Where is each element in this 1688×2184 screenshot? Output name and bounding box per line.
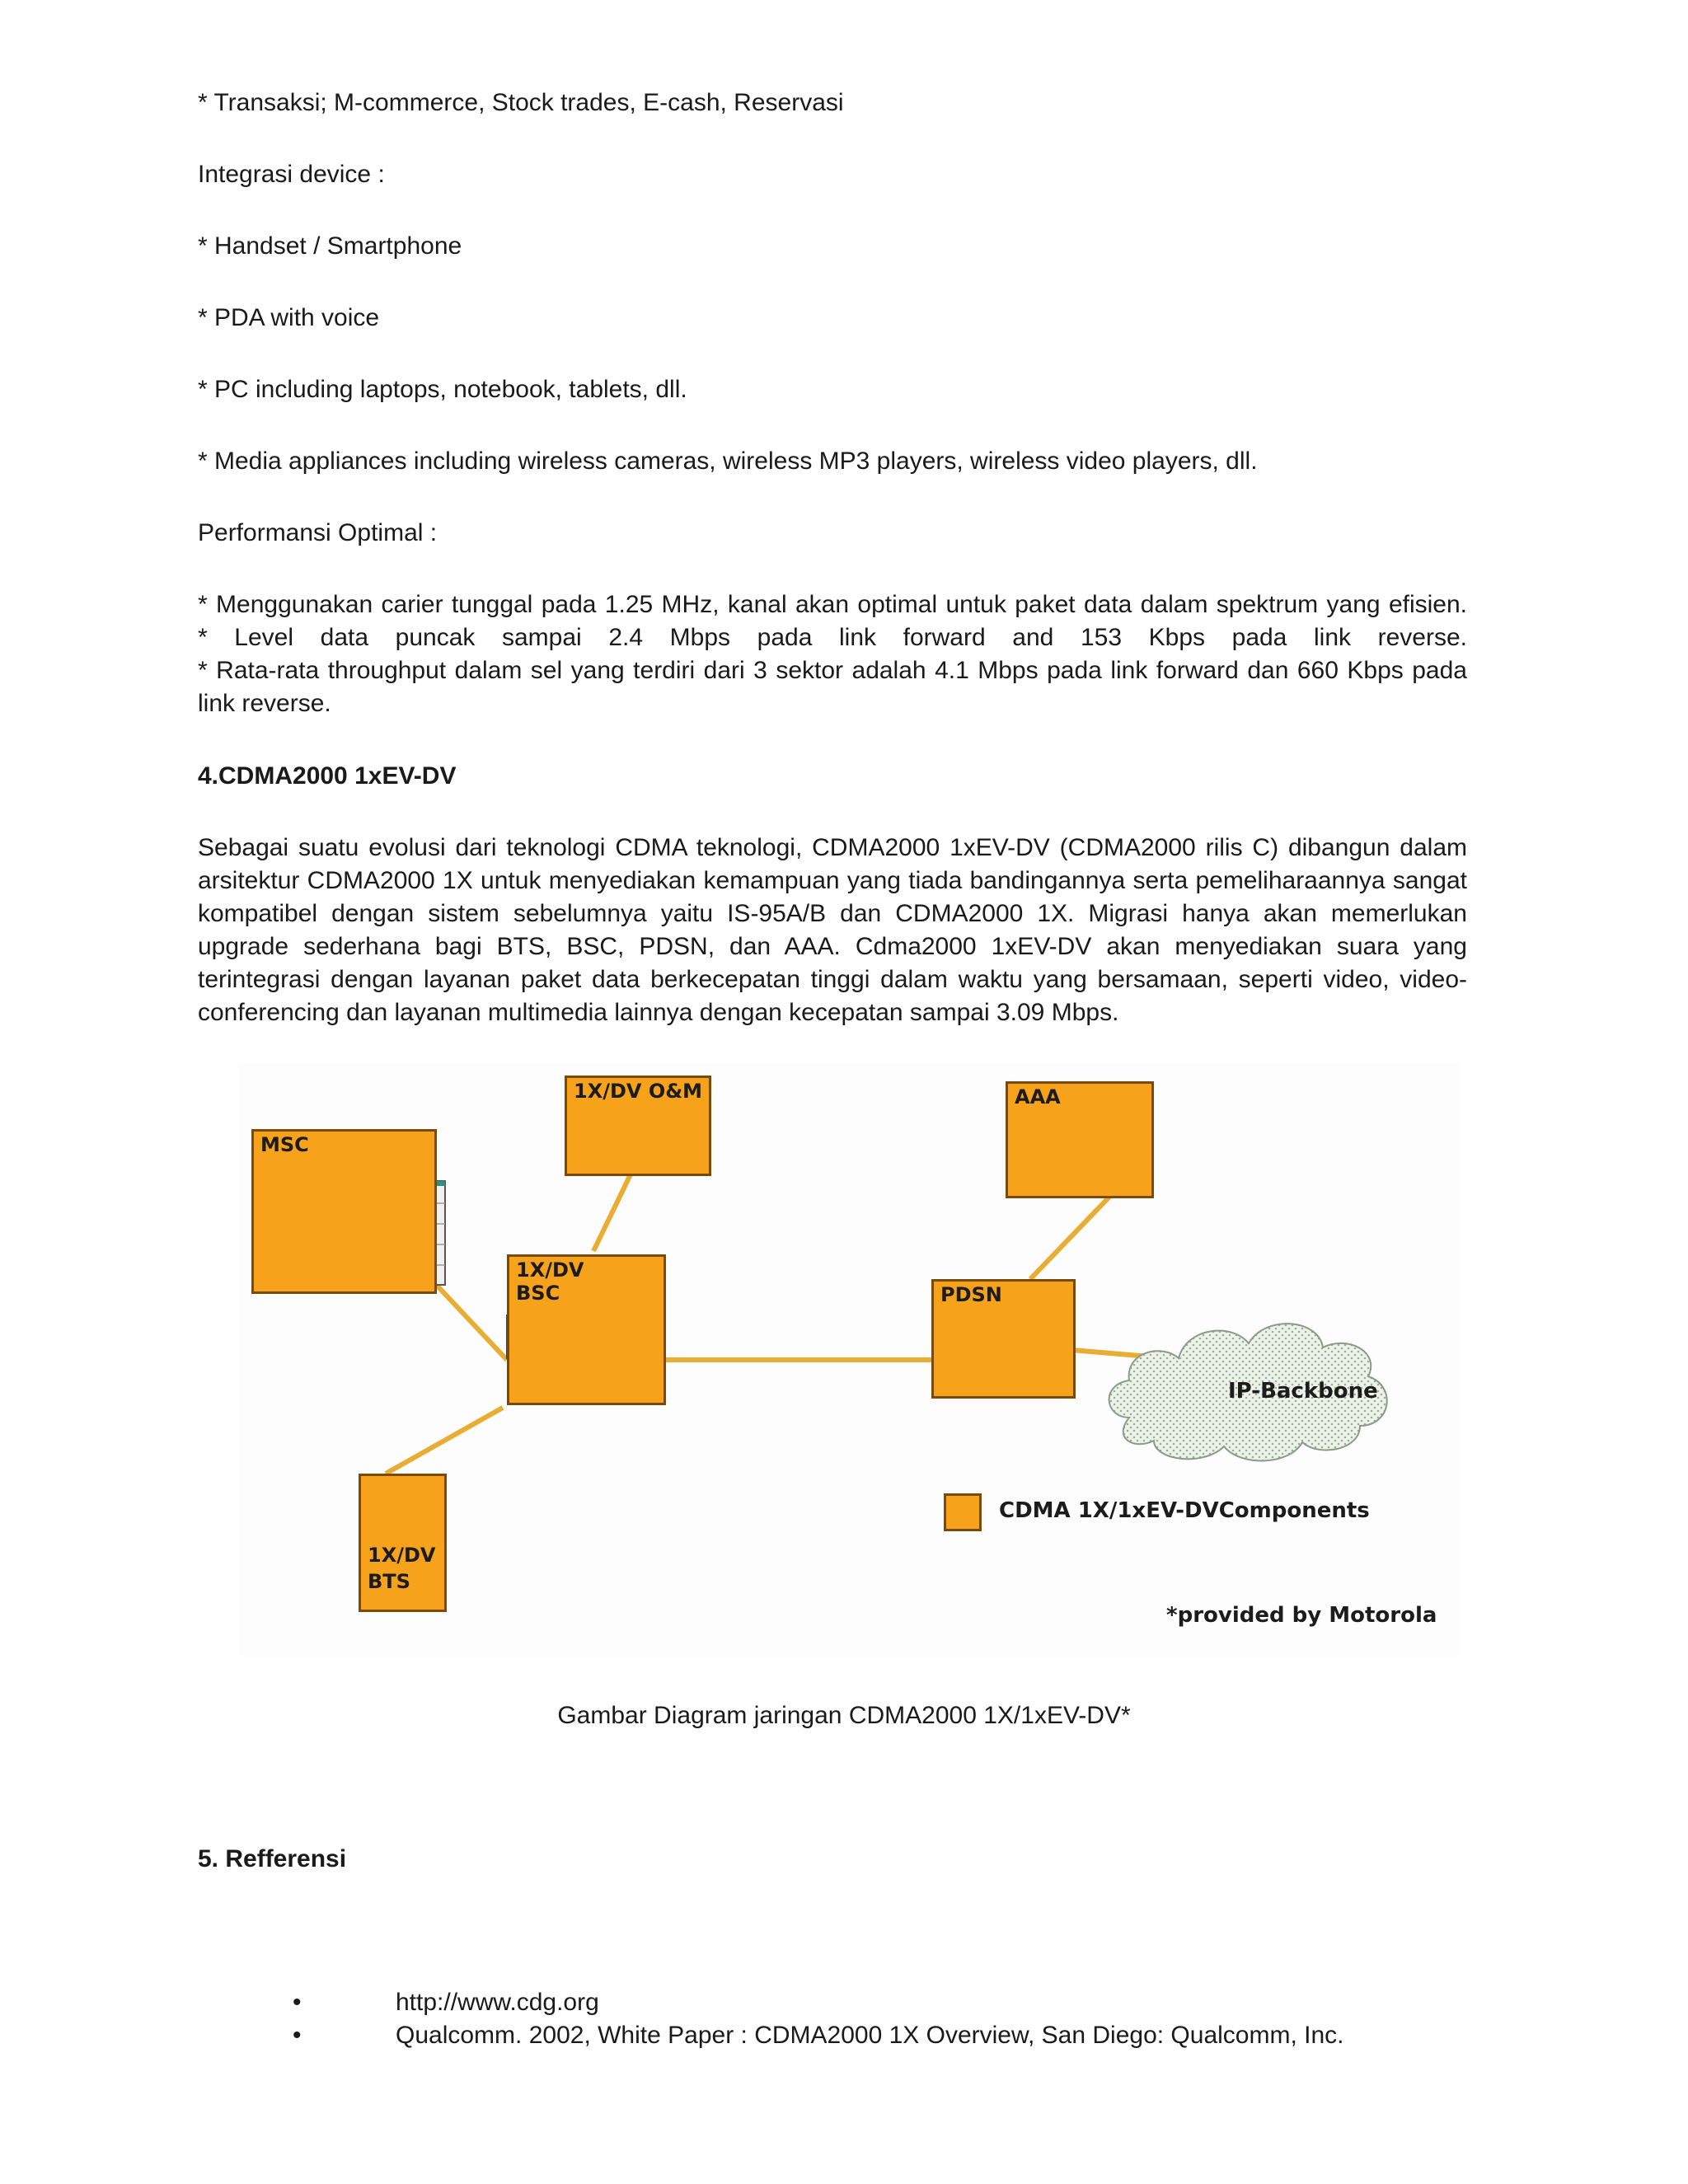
om-node [565,1076,711,1176]
ip-backbone-label: IP-Backbone [1228,1379,1378,1404]
aaa-label: AAA [1015,1085,1061,1108]
perf-line-2: * Level data puncak sampai 2.4 Mbps pada link forward and 153 Kbps pada link reverse. [198,624,1467,651]
integrasi-heading: Integrasi device : [198,161,385,188]
legend-label: CDMA 1X/1xEV-DVComponents [999,1498,1370,1523]
link-om-bsc [593,1174,631,1251]
device-item: * Handset / Smartphone [198,232,462,260]
bullet-icon: • [293,1989,302,2016]
om-label: 1X/DV O&M [574,1080,703,1103]
device-item: * Media appliances including wireless cameras, wireless MP3 players, wireless video players, dll. [198,448,1258,475]
bullet-icon: • [293,2022,302,2049]
link-bsc-bts [386,1408,503,1474]
bsc-node [507,1254,666,1405]
pdsn-label: PDSN [940,1283,1002,1306]
device-item: * PC including laptops, notebook, tablets, dll. [198,376,687,403]
pdsn-node [931,1279,1076,1399]
transaksi-line: * Transaksi; M-commerce, Stock trades, E-cash, Reservasi [198,89,844,116]
bsc-label-line-1: 1X/DV [516,1258,584,1282]
figure-caption: Gambar Diagram jaringan CDMA2000 1X/1xEV-DV* [557,1702,1131,1729]
section-5-title: 5. Refferensi [198,1845,347,1872]
reference-link[interactable]: http://www.cdg.org [396,1989,599,2016]
bts-label-line-1: 1X/DV [368,1544,436,1567]
section-4-title: 4.CDMA2000 1xEV-DV [198,762,457,790]
section-4-paragraph: Sebagai suatu evolusi dari teknologi CDMA teknologi, CDMA2000 1xEV-DV (CDMA2000 rilis C) dibangun dalam arsitektur CDMA2000 1X untuk menyediakan kemampuan yang tiada bandingannya serta pemeliharaannya sangat kompatibel dengan sistem sebelumnya yaitu IS-95A/B dan CDMA2000 1X. Migrasi hanya akan memerlukan upgrade sederhana bagi BTS, BSC, PDSN, dan AAA. Cdma2000 1xEV-DV akan menyediakan suara yang terintegrasi dengan layanan paket data berkecepatan tinggi dalam waktu yang bersamaan, seperti video, video-conferencing dan layanan multimedia lainnya dengan kecepatan sampai 3.09 Mbps. [198,834,1467,1026]
legend-swatch [944,1493,982,1531]
link-aaa-pdsn [1030,1193,1113,1279]
reference-text: Qualcomm. 2002, White Paper : CDMA2000 1X Overview, San Diego: Qualcomm, Inc. [396,2022,1344,2049]
bts-node [359,1474,447,1612]
perf-line-1: * Menggunakan carier tunggal pada 1.25 MHz, kanal akan optimal untuk paket data dalam spektrum yang efisien. [198,591,1467,618]
diagram-credit: *provided by Motorola [1166,1603,1437,1628]
msc-node [251,1129,437,1294]
perf-line-3: * Rata-rata throughput dalam sel yang terdiri dari 3 sektor adalah 4.1 Mbps pada link forward dan 660 Kbps pada link reverse. [198,657,1467,717]
performansi-heading: Performansi Optimal : [198,519,438,546]
aaa-node [1006,1081,1154,1198]
network-diagram [239,1063,1459,1657]
device-item: * PDA with voice [198,304,380,331]
bts-label-line-2: BTS [368,1570,410,1593]
msc-label: MSC [260,1133,309,1156]
bsc-label-line-2: BSC [516,1282,560,1305]
